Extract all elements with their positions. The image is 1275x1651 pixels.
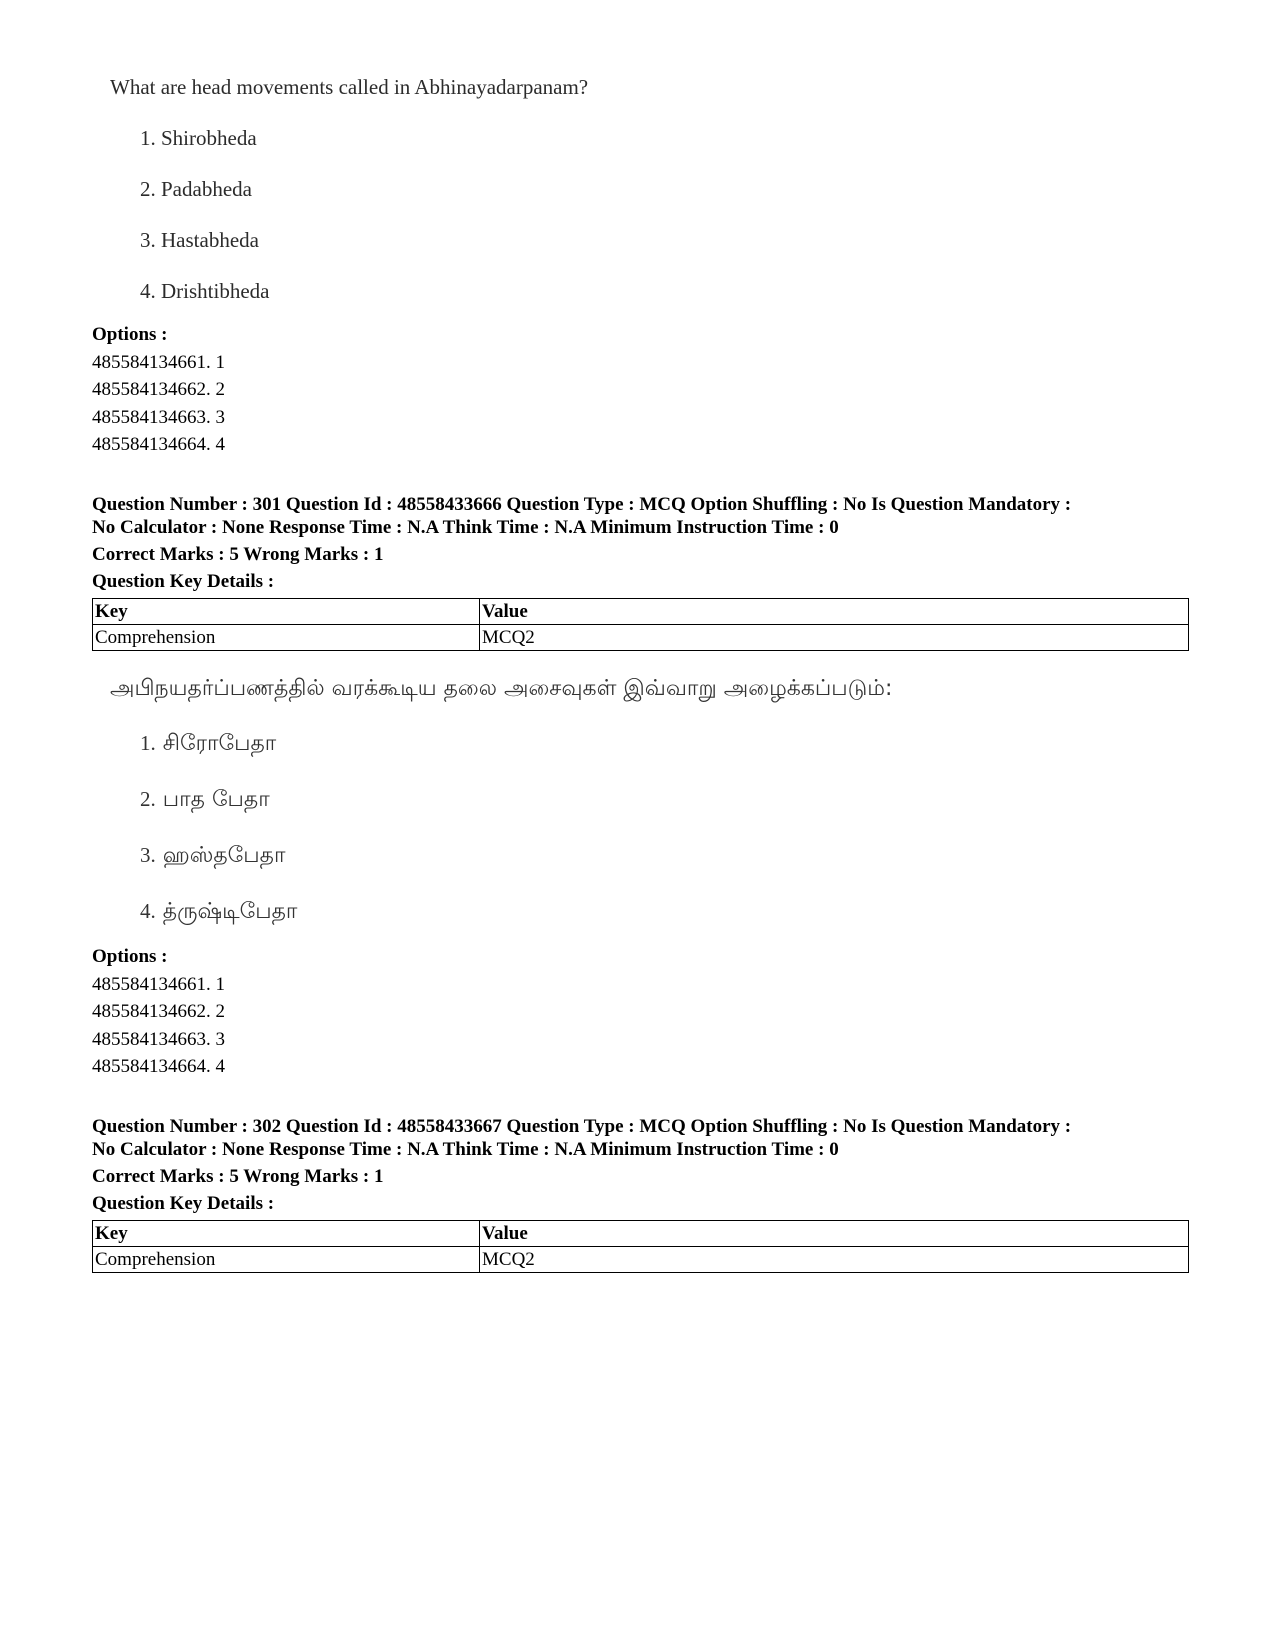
table-cell: Comprehension: [93, 625, 480, 651]
option-item: 485584134663. 3: [92, 406, 225, 428]
choice-number: 2.: [140, 787, 156, 811]
table-header-row: [93, 599, 1189, 625]
choice-number: 3.: [140, 843, 156, 867]
choice-text: சிரோபேதா: [162, 731, 277, 756]
table-cell: MCQ2: [480, 1247, 1189, 1273]
choice-number: 1.: [140, 731, 156, 755]
option-item: 485584134661. 1: [92, 973, 225, 995]
table-header-cell: Value: [480, 599, 1189, 625]
options-title: Options :: [92, 946, 168, 967]
option-item: 485584134663. 3: [92, 1028, 225, 1050]
question-stem: What are head movements called in Abhinayadarpanam?: [110, 75, 589, 99]
table-header-row: [93, 1221, 1189, 1247]
table-header-cell: Value: [480, 1221, 1189, 1247]
table-header-cell: Key: [93, 1221, 480, 1247]
choice-item: 2. Padabheda: [140, 177, 252, 201]
choice-number: 4.: [140, 899, 156, 923]
meta-line: Question Number : 301 Question Id : 48558433666 Question Type : MCQ Option Shuffling : No Is Question Mandatory :: [92, 494, 1072, 515]
option-item: 485584134662. 2: [92, 379, 225, 400]
table-row: [93, 1247, 1189, 1273]
table-row: [93, 625, 1189, 651]
table-cell: MCQ2: [480, 625, 1189, 651]
options-block: [92, 943, 225, 1081]
marks-line: Correct Marks : 5 Wrong Marks : 1: [92, 544, 384, 565]
choice-text: த்ருஷ்டிபேதா: [162, 899, 298, 924]
table-header-cell: Key: [93, 599, 480, 625]
question-image-english: [110, 74, 1110, 304]
option-item: 485584134662. 2: [92, 1001, 225, 1022]
question-meta: [92, 493, 1192, 539]
meta-line: No Calculator : None Response Time : N.A Think Time : N.A Minimum Instruction Time : 0: [92, 517, 839, 538]
meta-line: Question Number : 302 Question Id : 48558433667 Question Type : MCQ Option Shuffling : No Is Question Mandatory :: [92, 1116, 1072, 1137]
option-item: 485584134664. 4: [92, 1056, 225, 1077]
choice-list: [110, 125, 1110, 304]
question-image-tamil: [110, 676, 1110, 925]
options-block: [92, 321, 225, 459]
key-details-label: Question Key Details :: [92, 571, 275, 592]
choice-item: [110, 898, 1110, 925]
options-title: Options :: [92, 324, 168, 345]
option-item: 485584134661. 1: [92, 351, 225, 373]
choice-list: [110, 730, 1110, 925]
choice-item: [110, 842, 1110, 869]
choice-text: பாத பேதா: [162, 787, 270, 812]
choice-item: 4. Drishtibheda: [140, 279, 270, 303]
choice-item: [110, 786, 1110, 813]
choice-item: 3. Hastabheda: [140, 228, 259, 252]
marks-line: Correct Marks : 5 Wrong Marks : 1: [92, 1166, 384, 1187]
key-table: [92, 598, 1189, 651]
choice-text: ஹஸ்தபேதா: [162, 843, 286, 868]
meta-line: No Calculator : None Response Time : N.A Think Time : N.A Minimum Instruction Time : 0: [92, 1139, 839, 1160]
choice-item: [110, 730, 1110, 757]
question-stem: அபிநயதர்ப்பணத்தில் வரக்கூடிய தலை அசைவுகள் இவ்வாறு அழைக்கப்படும்:: [110, 676, 893, 701]
table-cell: Comprehension: [93, 1247, 480, 1273]
key-table: [92, 1220, 1189, 1273]
key-details-label: Question Key Details :: [92, 1193, 275, 1214]
question-meta: [92, 1115, 1192, 1161]
choice-item: 1. Shirobheda: [140, 126, 257, 150]
option-item: 485584134664. 4: [92, 434, 225, 455]
